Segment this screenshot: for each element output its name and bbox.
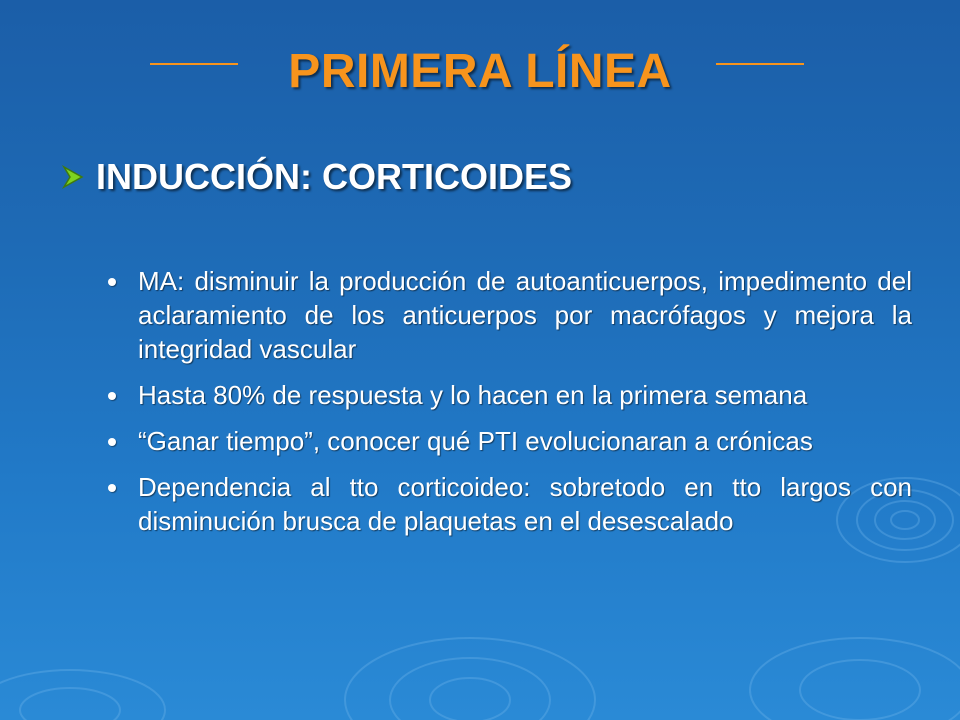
list-item-text: “Ganar tiempo”, conocer qué PTI evolucionaran a crónicas: [138, 426, 813, 456]
white-dot-icon: [108, 278, 116, 286]
list-item-text: MA: disminuir la producción de autoanticuerpos, impedimento del aclaramiento de los anticuerpos por macrófagos y mejora la integridad vascular: [138, 266, 912, 364]
white-dot-icon: [108, 484, 116, 492]
list-item: [104, 378, 912, 412]
section-heading-text: INDUCCIÓN: CORTICOIDES: [96, 156, 572, 197]
list-item: [104, 424, 912, 458]
white-dot-icon: [108, 392, 116, 400]
list-item: [104, 264, 912, 366]
white-dot-icon: [108, 438, 116, 446]
green-arrow-icon: [60, 164, 86, 190]
list-item-text: Hasta 80% de respuesta y lo hacen en la primera semana: [138, 380, 808, 410]
section-heading: [60, 156, 572, 198]
list-item: [104, 470, 912, 538]
bullet-list: [104, 264, 912, 550]
slide-title: PRIMERA LÍNEA: [288, 45, 672, 98]
list-item-text: Dependencia al tto corticoideo: sobretodo en tto largos con disminución brusca de plaquetas en el desescalado: [138, 472, 912, 536]
